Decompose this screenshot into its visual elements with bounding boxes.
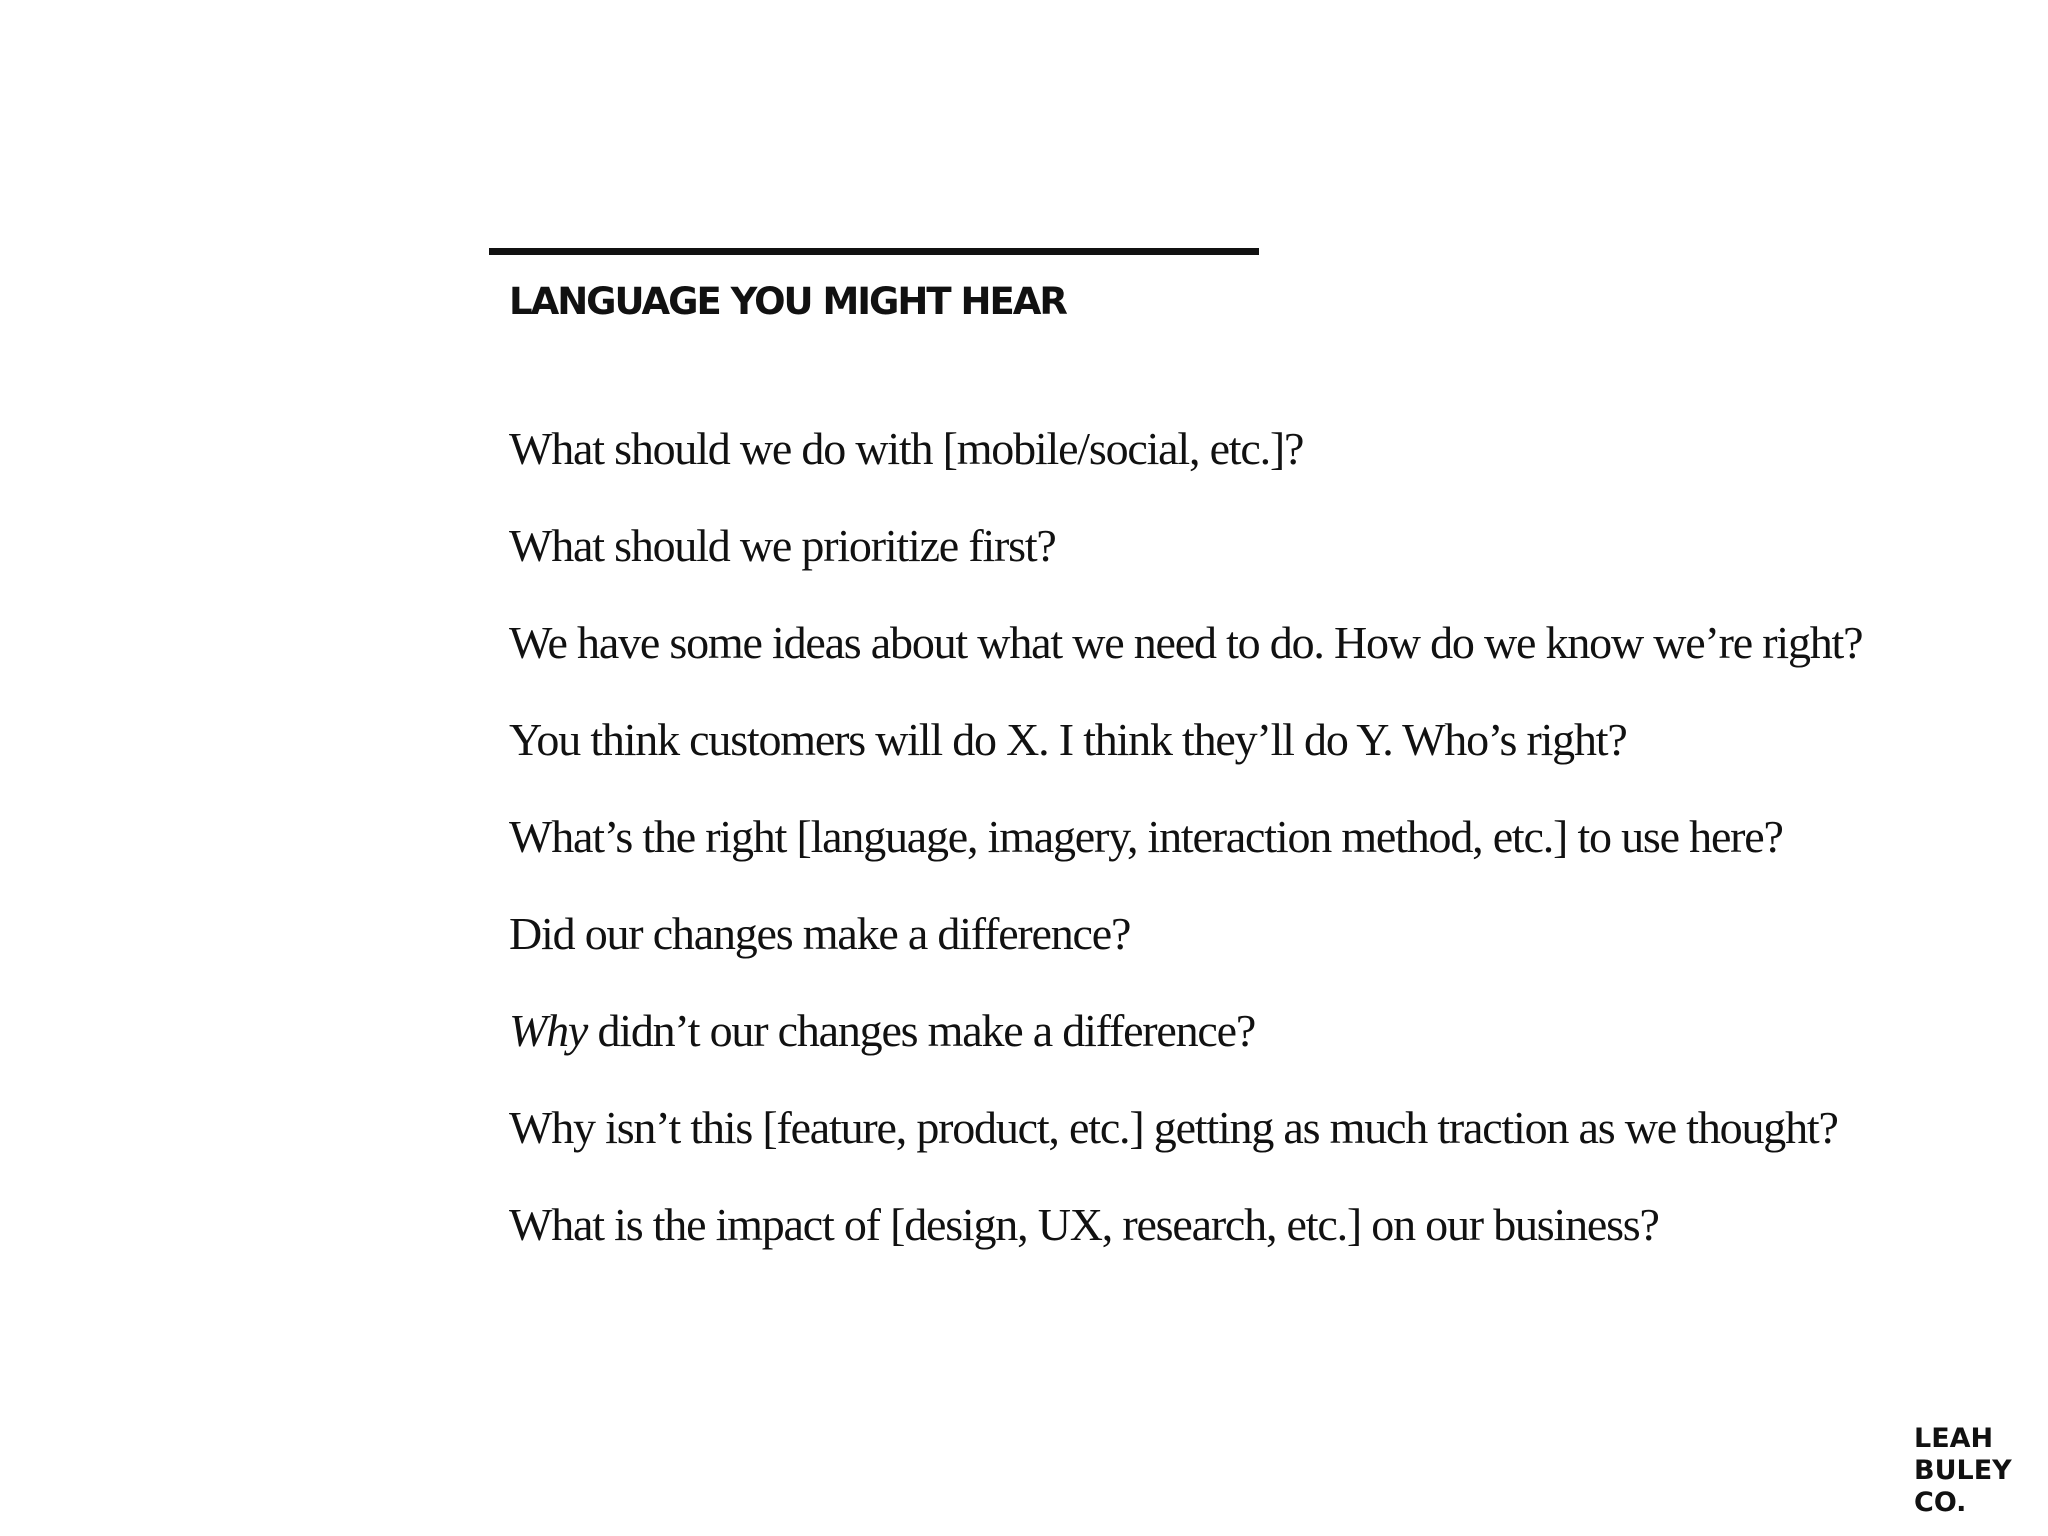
question-item (509, 1079, 2029, 1176)
logo-line: LEAH (1914, 1423, 1994, 1454)
question-item (509, 594, 2029, 691)
question-item (509, 400, 2029, 497)
question-item (509, 982, 2029, 1079)
question-text: We have some ideas about what we need to do. How do we know we’re right? (509, 617, 1863, 668)
question-text: You think customers will do X. I think they’ll do Y. Who’s right? (509, 714, 1627, 765)
question-text: What should we prioritize first? (509, 520, 1056, 571)
question-text: What is the impact of [design, UX, research, etc.] on our business? (509, 1199, 1659, 1250)
question-list (509, 400, 2029, 1273)
question-item (509, 497, 2029, 594)
company-logo (1914, 1423, 2012, 1519)
question-item (509, 885, 2029, 982)
logo-line: BULEY (1914, 1455, 2012, 1486)
question-text: Why isn’t this [feature, product, etc.] getting as much traction as we thought? (509, 1102, 1838, 1153)
question-item (509, 691, 2029, 788)
question-item (509, 1176, 2029, 1273)
question-item (509, 788, 2029, 885)
question-emphasis: Why (509, 1005, 588, 1056)
logo-line: CO. (1914, 1487, 1967, 1518)
slide-heading: LANGUAGE YOU MIGHT HEAR (509, 280, 1066, 323)
question-text: What should we do with [mobile/social, etc.]? (509, 423, 1304, 474)
question-text: didn’t our changes make a difference? (587, 1005, 1256, 1056)
question-text: Did our changes make a difference? (509, 908, 1131, 959)
heading-rule (489, 248, 1259, 255)
question-text: What’s the right [language, imagery, interaction method, etc.] to use here? (509, 811, 1783, 862)
